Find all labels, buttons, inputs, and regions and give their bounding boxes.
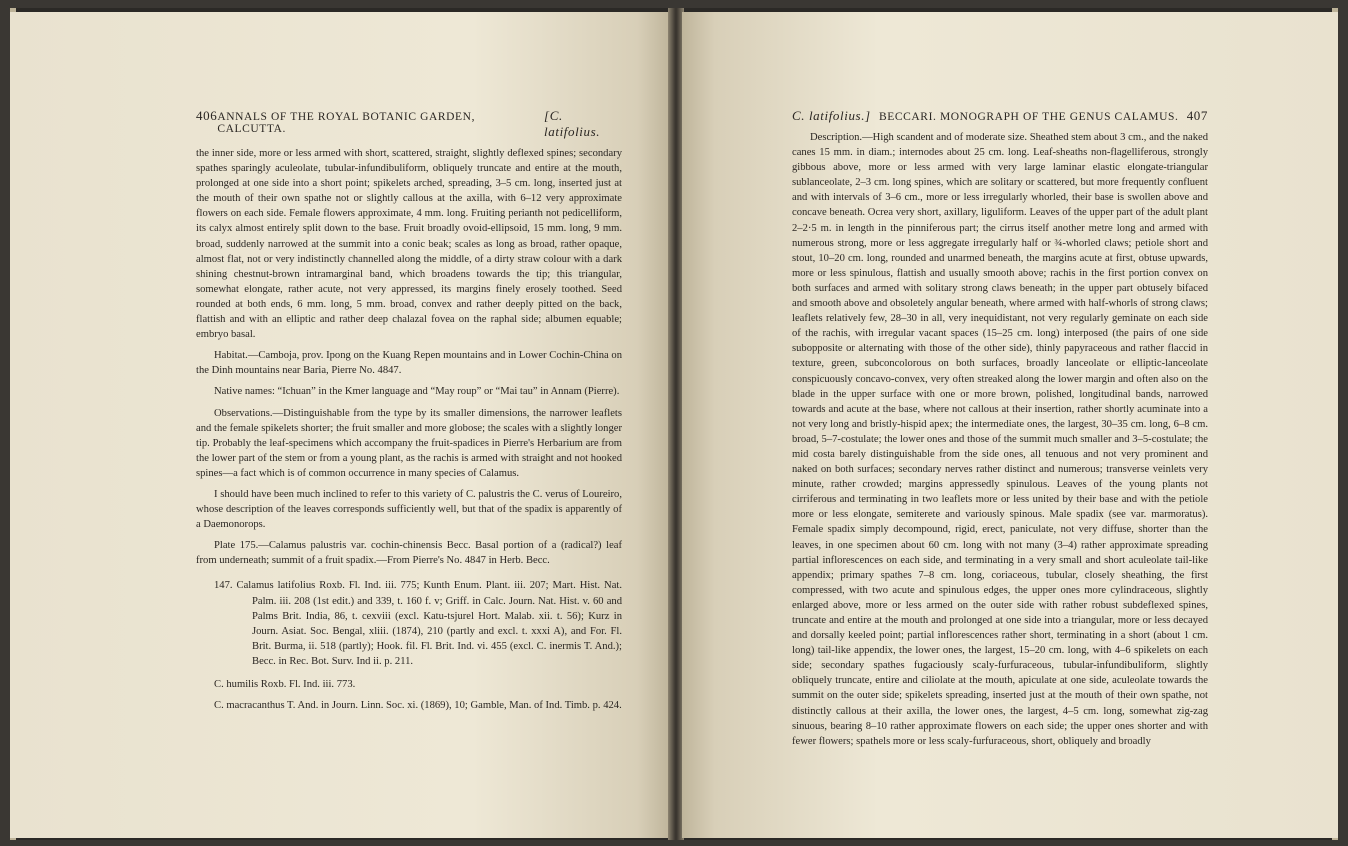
synonym: C. macracanthus T. And. in Journ. Linn. Soc. xi. (1869), 10; Gamble, Man. of Ind. Timb. p. 424. — [214, 700, 622, 712]
habitat-paragraph: Habitat.—Camboja, prov. Ipong on the Kuang Repen mountains and in Lower Cochin-China on the Dinh mountains near Baria, Pierre No. 4847. — [196, 350, 622, 377]
section-label: [C. latifolius. — [544, 108, 601, 139]
section-label: C. latifolius.] — [792, 108, 871, 123]
plate-caption: Plate 175.—Calamus palustris var. cochin-chinensis Becc. Basal portion of a (radical?) leaf from underneath; summit of a fruit spadix.—From Pierre's No. 4847 in Herb. Becc. — [196, 540, 622, 567]
species-entry: 147. Calamus latifolius Roxb. Fl. Ind. iii. 775; Kunth Enum. Plant. iii. 207; Mart. Hist. Nat. Palm. iii. 208 (1st edit.) and 339, t. 160 f. v; Griff. in Calc. Journ. Nat. Hist. v. 60 and Palms Brit. India, 86, t. cexviii (excl. Katu-tsjurel Hort. Malab. xii. t. 56); Kurz in Journ. Asiat. Soc. Bengal, xliii. (1874), 210 (partly and excl. t. xxxi A), and For. Fl. Brit. Burma, ii. 518 (partly); Hook. fil. Fl. Brit. Ind. vi. 455 (excl. C. inermis T. And.); Becc. in Rec. Bot. Surv. Ind ii. p. 211. — [214, 580, 622, 667]
left-page — [10, 12, 670, 838]
page-number: 406 — [196, 108, 218, 123]
synonym: C. humilis Roxb. Fl. Ind. iii. 773. — [214, 679, 356, 690]
book-spread — [10, 8, 1338, 840]
paragraph: the inner side, more or less armed with short, scattered, straight, slightly deflexed spines; secondary spathes sparingly aculeolate, tubular-infundibuliform, obliquely truncate and entire at the mouth, prolonged at one side into a short point; spikelets arched, spreading, 3–5 cm. long, inserted just at the mouth of their own spathe not or slightly callous at the axilla, with 6–12 very approximate flowers on each side. Female flowers approximate, 4 mm. long. Fruiting perianth not pedicelliform, its calyx almost entirely split down to the base. Fruit broadly ovoid-ellipsoid, 15 mm. long, 9 mm. broad, suddenly narrowed at the summit into a conic beak; scales as long as broad, rather opaque, almost flat, not or very indistinctly channelled along the middle, of a dirty straw colour with a dark shining chestnut-brown intramarginal band, which broadens towards the tip; this triangular, somewhat elongate, rather acute, not very appressed, its margins finely erosely toothed. Seed rounded at both ends, 6 mm. long, 5 mm. broad, convex and rather deeply pitted on the back, flattish and with an elliptic and rather deep chalazal fovea on the raphal side; albumen equable; embryo basal. — [196, 148, 622, 341]
right-page-header — [792, 108, 1208, 124]
observations-paragraph: Observations.—Distinguishable from the type by its smaller dimensions, the narrower leaflets and the female spikelets shorter; the fruit smaller and more globose; the scales with a slightly longer tip. Probably the leaf-specimens which accompany the fruit-spadices in Pierre's Herbarium are from the lower part of the stem or from a young plant, as the rachis is armed with straight and not hooked spines—a fact which is of common occurrence in many species of Calamus. — [196, 407, 622, 479]
description-paragraph: Description.—High scandent and of moderate size. Sheathed stem about 3 cm., and the naked canes 15 mm. in diam.; internodes about 25 cm. long. Leaf-sheaths non-flagelliferous, strongly gibbous above, more or less armed with very large laminar elastic elongate-triangular sublanceolate, 2–3 cm. long spines, which are solitary or scattered, but more frequently confluent and with intervals of 3–6 cm., more or less irregularly whorled, their base is swollen above and concave beneath. Ocrea very short, axillary, liguliform. Leaves of the upper part of the adult plant 2–2·5 m. in length in the pinniferous part; the cirrus itself another metre long and armed with numerous strong, more or less aggregate irregularly half or ¾-whorled claws; petiole short and stout, 10–20 cm. long, rounded and unarmed beneath, the margins acute at first, obtuse upwards, more or less spinulous, flattish and usually smooth above; rachis in the first portion convex on both surfaces and armed with solitary strong claws beneath; in the upper part obtusely bifaced and smooth above and obsoletely angular beneath, where armed with half-whorls of strong claws; leaflets relatively few, 28–30 in all, very inequidistant, not very regularly geminate on each side of the rachis, with irregular vacant spaces (15–25 cm. long) interposed (the pairs of one side subopposite or alternating with those of the other side), thinly papyraceous and rather flaccid in texture, green, subconcolorous on both surfaces, broadly lanceolate or elliptic-lanceolate conspicuously concavo-convex, very often streaked along the lower margin and often also on the blade in the upper surface with one or more brown, polished, longitudinal bands, narrowed towards and acute at the base, where not callous at their insertion, rather shortly acuminate into a not very long and bristly-hispid apex; the intermediate ones, the largest, 30–35 cm. long, 6–8 cm. broad, 5–7-costulate; the lower ones and those of the summit much smaller and 3–5-costulate; the mid costa barely distinguishable from the side ones, all tenuous and not very prominent and naked on both surfaces; secondary nerves rather distinct and numerous; transverse veinlets very minute, rather crowded; margins appressedly spinulous. Leaves of the young plants not cirriferous and terminating in two leaflets more or less united by their base and with the petiole more or less elongate, semiterete and variously spinous. Male spadix (see var. marmoratus). Female spadix simply decompound, rigid, erect, paniculate, not very diffuse, shorter than the leaves, in one specimen about 60 cm. long with not many (3–4) rather approximate spreading partial inflorescences on each side, and terminating in a very small and short aculeolate tail-like appendix; primary spathes 7–8 cm. long, coriaceous, tubular, closely sheathing, the first compressed, with two acute and spinulous edges, the upper ones more cylindraceous, slightly enlarged above, more or less armed on the outer side with rather robust subdeflexed spines, truncate and entire at the mouth and prolonged at one side into a triangular, more or less decayed and dorsally keeled point; partial inflorescences rather short, terminating in a short (about 1 cm. long) tail-like appendix, the lower ones, the largest, 15–20 cm. long, with 4–6 spikelets on each side; secondary spathes fugaciously scaly-furfuraceous, tubular-infundibuliform, slightly obliquely truncate, entire and ciliolate at the mouth, apiculate at one side, aculeolate towards the summit on the outer side; spikelets spreading, inserted just at the mouth of their own spathe, not distinctly callous at their axilla, the lower ones, the largest, 4–5 cm. long, somewhat zig-zag sinuous, bearing 8–10 rather approximate flowers on each side; the upper ones shorter and with fewer flowers; spathels more or less scaly-furfuraceous, short, obliquely and broadly — [792, 132, 1208, 747]
paragraph: I should have been much inclined to refer to this variety of C. palustris the C. verus of Loureiro, whose description of the leaves corresponds sufficiently well, but that of the spadix is apparently of a Daemonorops. — [196, 488, 622, 531]
right-page — [682, 12, 1338, 838]
left-page-header — [196, 108, 622, 140]
running-title: ANNALS OF THE ROYAL BOTANIC GARDEN, CALCUTTA. — [217, 111, 476, 135]
native-names-paragraph: Native names: “Ichuan” in the Kmer language and “May roup” or “Mai tau” in Annam (Pierre). — [214, 386, 620, 398]
running-title: BECCARI. MONOGRAPH OF THE GENUS CALAMUS. — [878, 111, 1179, 123]
page-number: 407 — [1186, 108, 1208, 123]
